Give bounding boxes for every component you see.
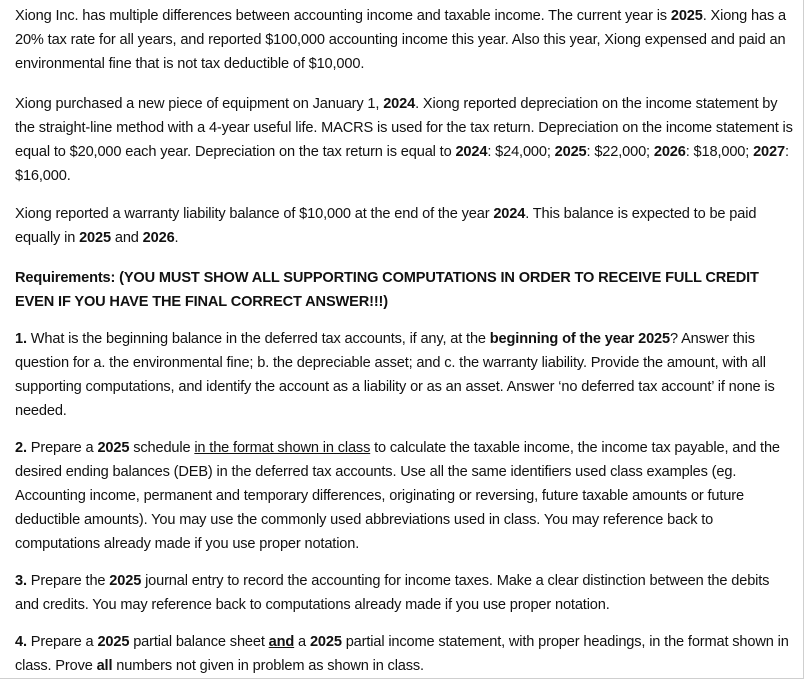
- question-number: 3.: [15, 573, 27, 589]
- text: .: [174, 230, 179, 246]
- question-2: [15, 436, 795, 556]
- equipment-paragraph: [15, 92, 795, 188]
- text: . Xiong reported depreciation on the income statement by the straight-line method with a 4-year useful life. MACRS is used for the tax return. Depreciation on the income statement is equal to $20,000 each year. Depreciation on the tax return is equal to: [15, 96, 793, 160]
- year-emphasis: 2025: [670, 8, 703, 24]
- warranty-paragraph: [15, 202, 795, 250]
- year-emphasis: 2024: [455, 144, 488, 160]
- text: What is the beginning balance in the deferred tax accounts, if any, at the: [26, 331, 490, 347]
- year-emphasis: 2024: [493, 206, 526, 222]
- text: ? Answer this question for a. the environmental fine; b. the depreciable asset; and c. the warranty liability. Provide the amount, with all supporting computations, and identify the account as a liability or as an asset. Answer ‘no deferred tax account’ if none is needed.: [15, 331, 775, 419]
- emphasis: all: [96, 658, 113, 674]
- text: partial balance sheet: [129, 634, 269, 650]
- text: Prepare the: [26, 573, 110, 589]
- text: numbers not given in problem as shown in class.: [112, 658, 424, 674]
- year-emphasis: 2025: [79, 230, 111, 246]
- year-emphasis: 2025: [97, 634, 130, 650]
- text: journal entry to record the accounting for income taxes. Make a clear distinction between the debits and credits. You may reference back to computations already made if you use proper notation.: [15, 573, 770, 613]
- text: Xiong Inc. has multiple differences between accounting income and taxable income. The current year is: [15, 8, 671, 24]
- text: : $16,000.: [15, 144, 789, 184]
- year-emphasis: 2025: [554, 144, 587, 160]
- underlined-emphasis: and: [268, 634, 295, 650]
- year-emphasis: 2026: [142, 230, 175, 246]
- document-body: [15, 4, 795, 678]
- question-4: [15, 630, 795, 678]
- text: : $18,000;: [685, 144, 754, 160]
- year-emphasis: 2027: [753, 144, 785, 160]
- text: Prepare a: [26, 440, 98, 456]
- emphasis: beginning of the year 2025: [489, 331, 670, 347]
- text: . This balance is expected to be paid equally in: [15, 206, 757, 246]
- question-3: [15, 569, 795, 617]
- year-emphasis: 2025: [109, 573, 142, 589]
- text: . Xiong has a 20% tax rate for all years, and reported $100,000 accounting income this year. Also this year, Xiong expensed and paid an environmental fine that is not tax deductible of $10,000.: [15, 8, 786, 72]
- text: partial income statement, with proper headings, in the format shown in class. Prove: [15, 634, 789, 674]
- year-emphasis: 2024: [383, 96, 416, 112]
- year-emphasis: 2025: [309, 634, 342, 650]
- text: and: [110, 230, 143, 246]
- year-emphasis: 2026: [653, 144, 686, 160]
- year-emphasis: 2025: [97, 440, 130, 456]
- text: Xiong reported a warranty liability balance of $10,000 at the end of the year: [15, 206, 494, 222]
- text: : $22,000;: [586, 144, 654, 160]
- text: a: [294, 634, 310, 650]
- question-number: 1.: [15, 331, 27, 347]
- text: : $24,000;: [487, 144, 555, 160]
- text: schedule: [129, 440, 195, 456]
- question-1: [15, 327, 795, 423]
- question-number: 2.: [15, 440, 27, 456]
- requirements-heading: Requirements: (YOU MUST SHOW ALL SUPPORTING COMPUTATIONS IN ORDER TO RECEIVE FULL CREDIT EVEN IF YOU HAVE THE FINAL CORRECT ANSWER!!!): [15, 270, 759, 310]
- text: Prepare a: [26, 634, 98, 650]
- underlined-text: in the format shown in class: [194, 440, 371, 456]
- text: Xiong purchased a new piece of equipment on January 1,: [15, 96, 384, 112]
- intro-paragraph: [15, 4, 795, 76]
- text: to calculate the taxable income, the income tax payable, and the desired ending balances (DEB) in the deferred tax accounts. Use all the same identifiers used class examples (eg. Accounting income, permanent and temporary differences, originating or reversing, future taxable amounts or future deductible amounts). You may use the commonly used abbreviations used in class. You may reference back to computations already made if you use proper notation.: [15, 440, 780, 552]
- question-number: 4.: [15, 634, 27, 650]
